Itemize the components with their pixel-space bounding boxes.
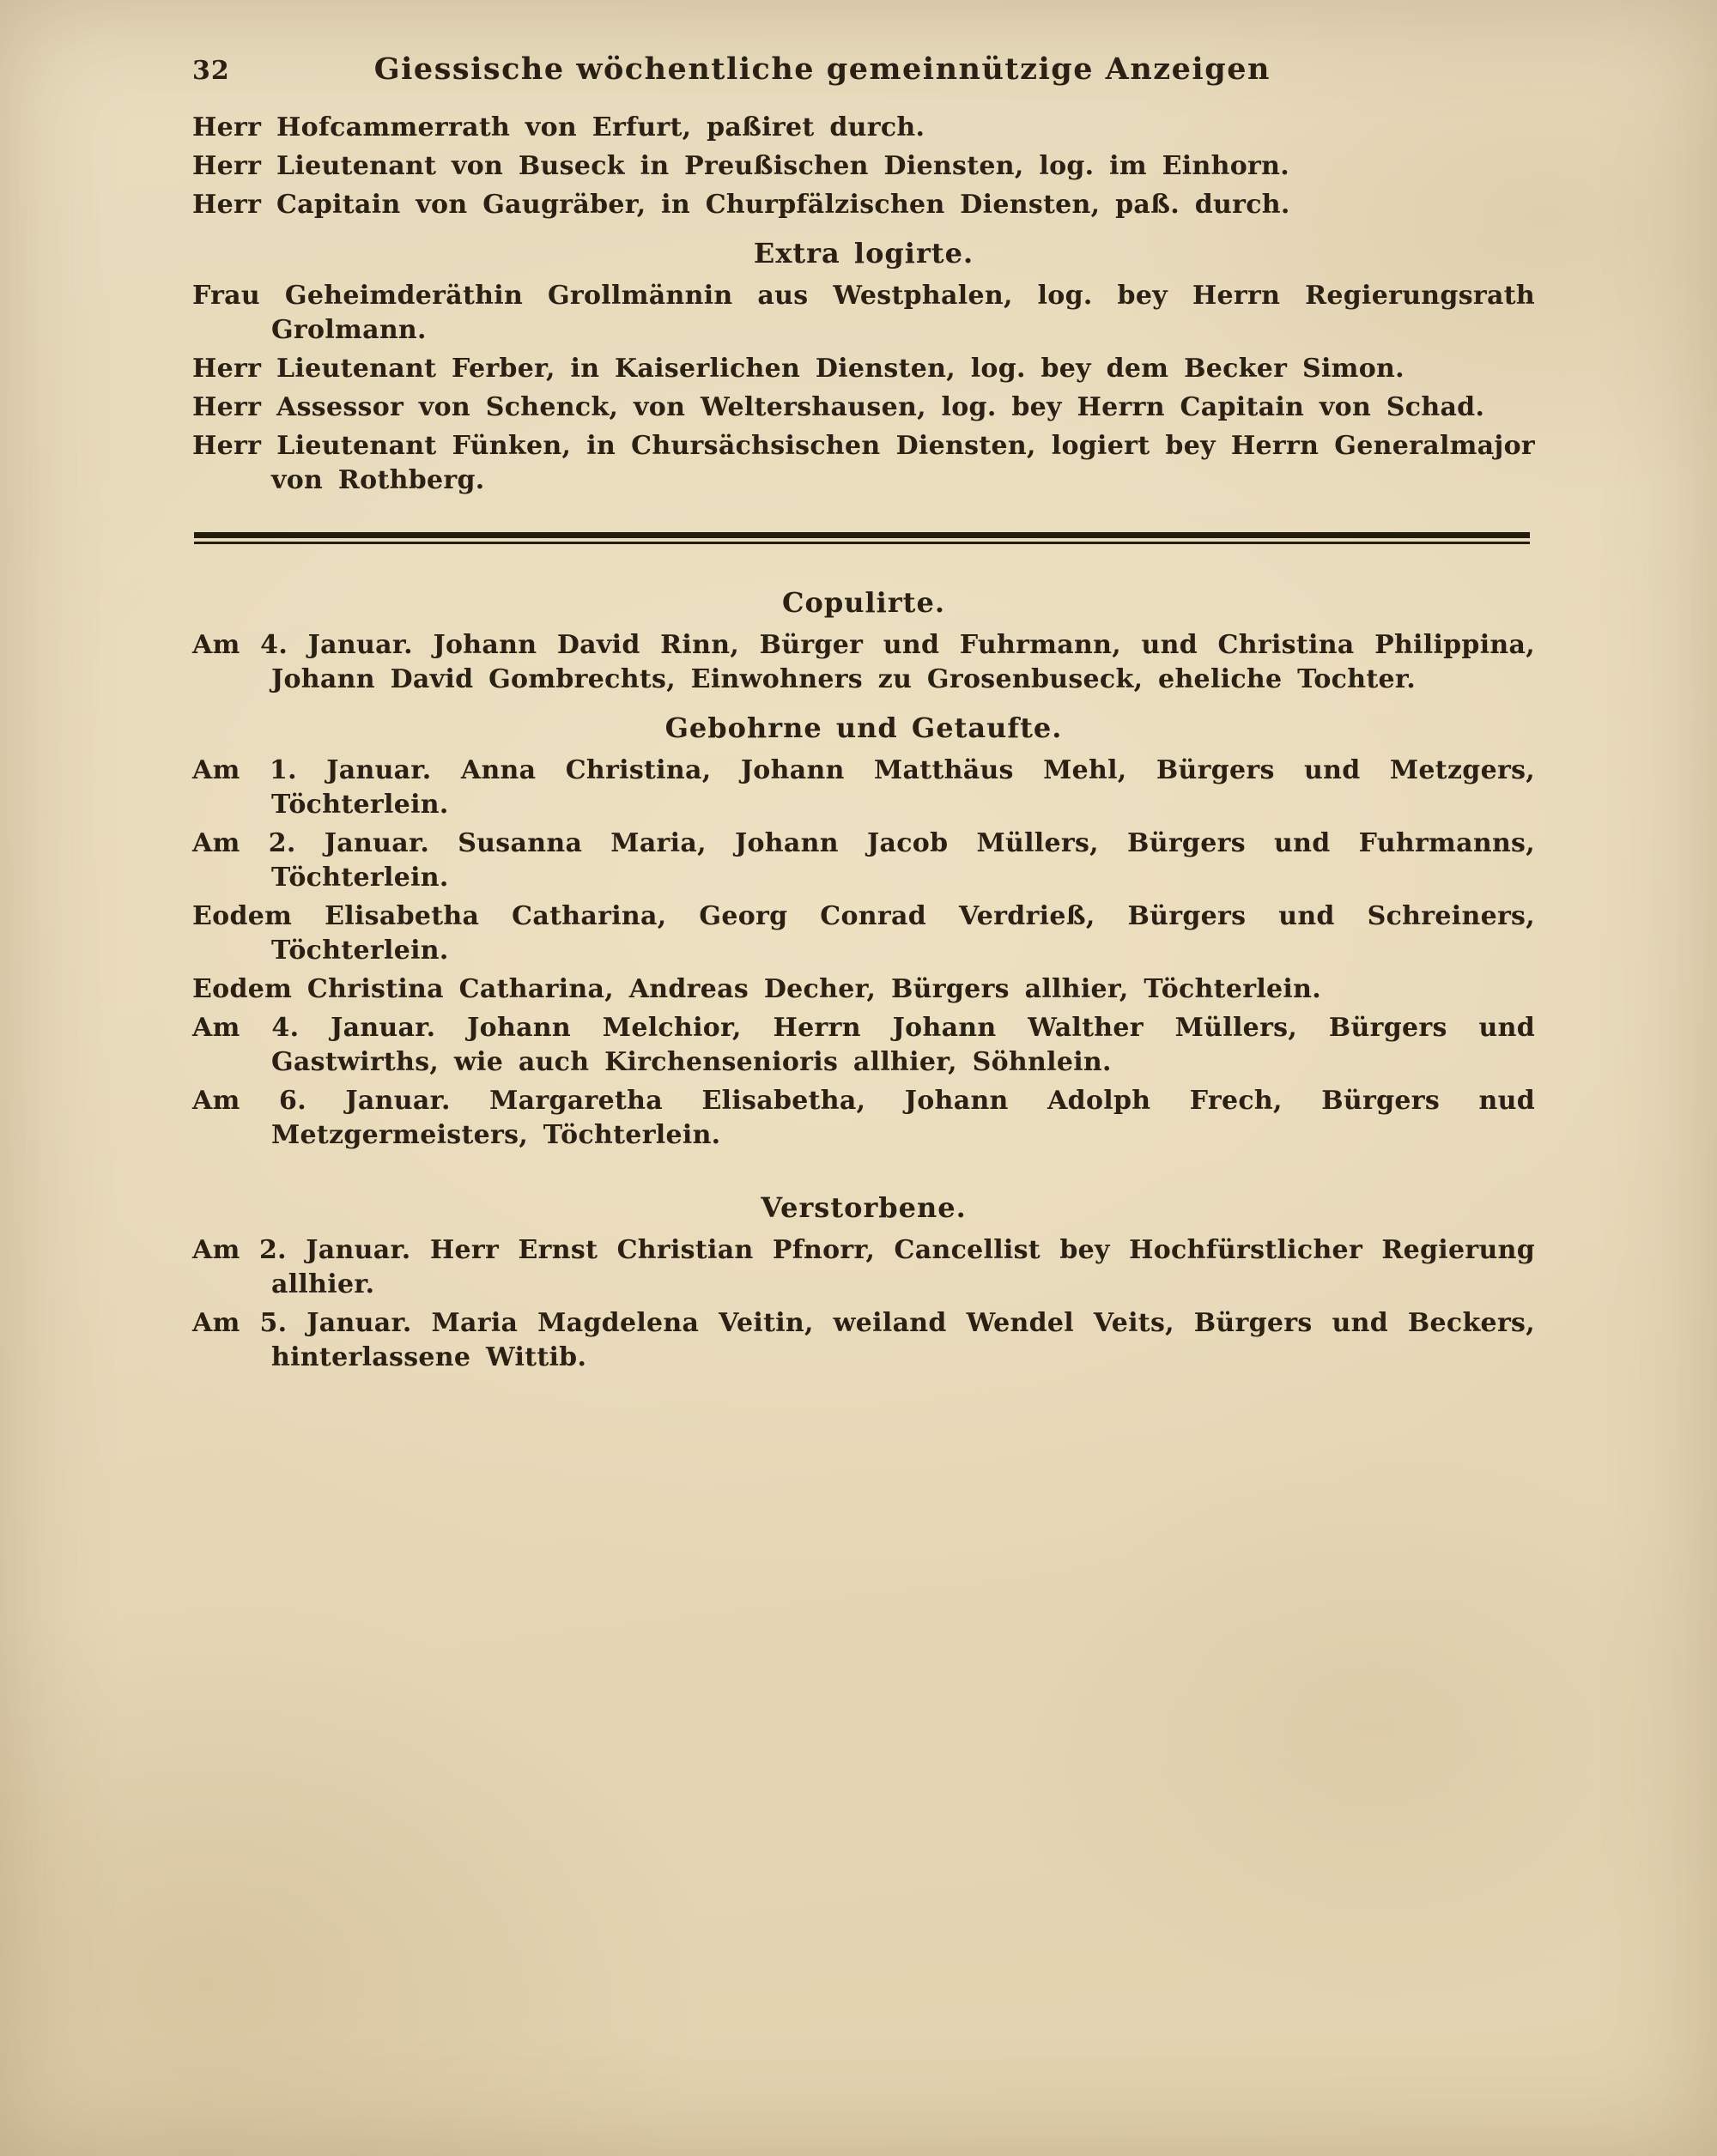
verstorbene-entry: Am 5. Januar. Maria Magdelena Veitin, weiland Wendel Veits, Bürgers und Beckers, hinterlassene Wittib.: [192, 1308, 1535, 1372]
page-header-title: Giessische wöchentliche gemeinnützige Anzeigen: [373, 51, 1271, 87]
page-number: 32: [192, 56, 230, 86]
arrival-notice-line: Herr Hofcammerrath von Erfurt, paßiret durch.: [192, 112, 925, 142]
extra-logirte-entry: Frau Geheimderäthin Grollmännin aus Westphalen, log. bey Herrn Regierungsrath Grolmann.: [192, 281, 1535, 345]
gebohrne-entry: Am 2. Januar. Susanna Maria, Johann Jacob Müllers, Bürgers und Fuhrmanns, Töchterlein.: [192, 828, 1535, 893]
section-divider-rule: [194, 532, 1530, 544]
section-heading-copulirte: Copulirte.: [782, 586, 945, 619]
gebohrne-entry: Am 6. Januar. Margaretha Elisabetha, Johann Adolph Frech, Bürgers nud Metzgermeisters, Töchterlein.: [192, 1086, 1535, 1150]
page-body: [192, 111, 1535, 1375]
gebohrne-entry: Am 1. Januar. Anna Christina, Johann Matthäus Mehl, Bürgers und Metzgers, Töchterlein.: [192, 755, 1535, 820]
verstorbene-entry: Am 2. Januar. Herr Ernst Christian Pfnorr, Cancellist bey Hochfürstlicher Regierung allhier.: [192, 1235, 1535, 1299]
gebohrne-entry: Am 4. Januar. Johann Melchior, Herrn Johann Walther Müllers, Bürgers und Gastwirths, wie auch Kirchensenioris allhier, Söhnlein.: [192, 1013, 1535, 1077]
extra-logirte-entry: Herr Lieutenant Fünken, in Chursächsischen Diensten, logiert bey Herrn Generalmajor von Rothberg.: [192, 431, 1535, 495]
arrival-notice-line: Herr Capitain von Gaugräber, in Churpfälzischen Diensten, paß. durch.: [192, 190, 1290, 220]
section-heading-gebohrne: Gebohrne und Getaufte.: [664, 712, 1063, 744]
gebohrne-entry: Eodem Elisabetha Catharina, Georg Conrad Verdrieß, Bürgers und Schreiners, Töchterlein.: [192, 901, 1535, 966]
page-header: [192, 51, 1535, 87]
copulirte-entry: Am 4. Januar. Johann David Rinn, Bürger und Fuhrmann, und Christina Philippina, Johann David Gombrechts, Einwohners zu Grosenbuseck, eheliche Tochter.: [192, 630, 1535, 694]
arrival-notice-line: Herr Lieutenant von Buseck in Preußischen Diensten, log. im Einhorn.: [192, 151, 1289, 181]
extra-logirte-entry: Herr Assessor von Schenck, von Weltershausen, log. bey Herrn Capitain von Schad.: [192, 392, 1485, 422]
extra-logirte-entry: Herr Lieutenant Ferber, in Kaiserlichen Diensten, log. bey dem Becker Simon.: [192, 354, 1405, 384]
section-heading-extra-logirte: Extra logirte.: [753, 237, 974, 270]
gebohrne-entry: Eodem Christina Catharina, Andreas Decher, Bürgers allhier, Töchterlein.: [192, 974, 1321, 1004]
section-heading-verstorbene: Verstorbene.: [761, 1191, 967, 1224]
